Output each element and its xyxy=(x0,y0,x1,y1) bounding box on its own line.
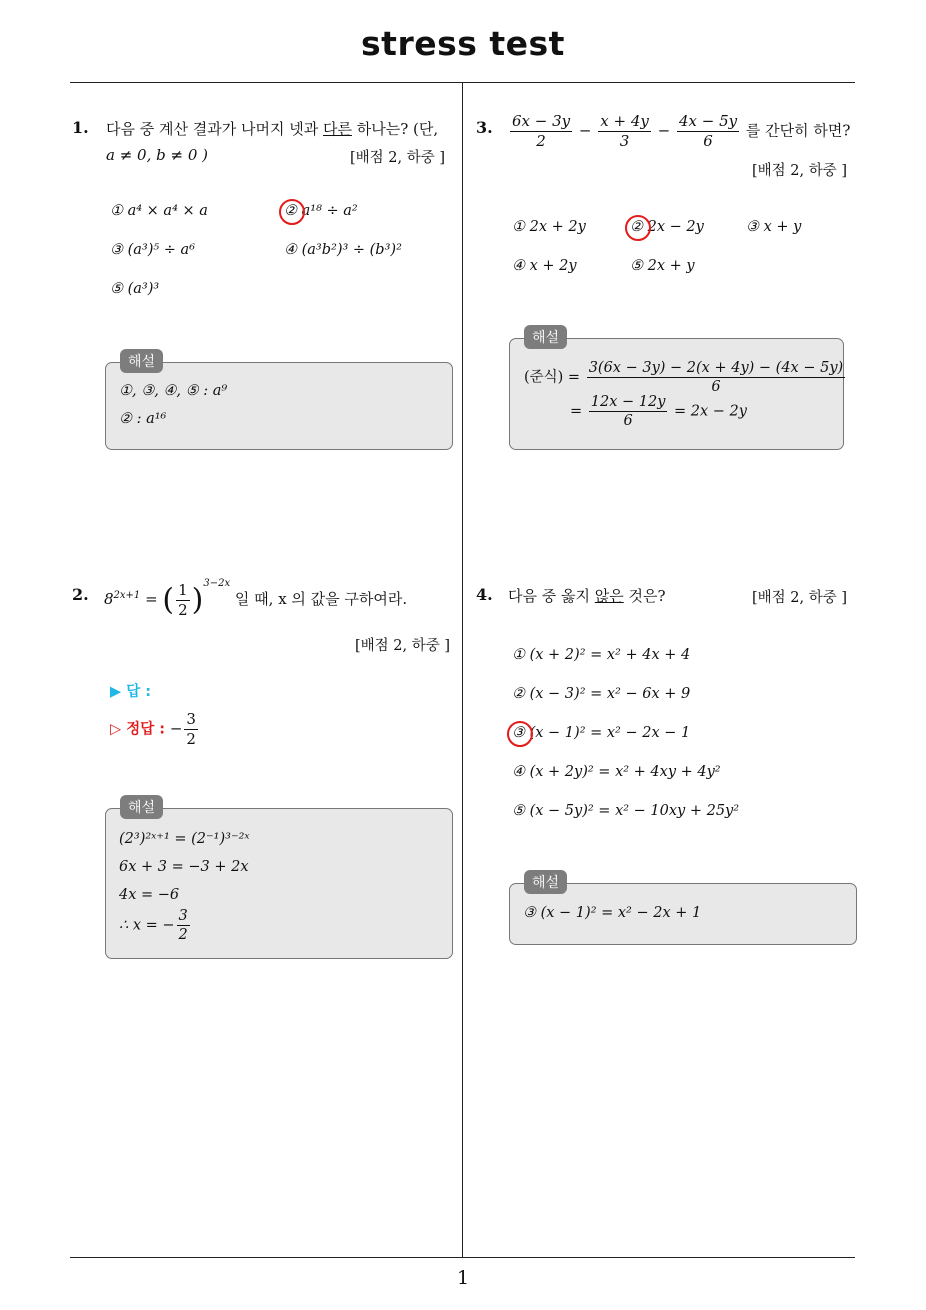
option-1[interactable]: ① a⁴ × a⁴ × a xyxy=(110,203,208,219)
question-number: 2. xyxy=(72,585,89,604)
explanation-tag: 해설 xyxy=(524,325,567,349)
question-text: $8^{2x+1}$ = ( $\frac{1}{2}$ )$^{3-2x}$ 일 때, x 의 값을 구하여라. xyxy=(104,578,408,619)
option-4[interactable]: ④ (x + 2y)² = x² + 4xy + 4y² xyxy=(512,764,721,780)
explanation-line: ③ (x − 1)² = x² − 2x + 1 xyxy=(523,905,702,921)
answer-circle-mark xyxy=(279,199,305,225)
underlined-word: 않은 xyxy=(594,587,624,605)
question-number: 4. xyxy=(476,585,493,604)
option-5[interactable]: ⑤ 2x + y xyxy=(630,258,695,274)
fraction: $\frac{x + 4y}{3}$ xyxy=(600,112,649,150)
explanation-tag: 해설 xyxy=(120,349,163,373)
explanation-tag: 해설 xyxy=(524,870,567,894)
fraction: $\frac{3(6x - 3y) - 2(x + 4y) - (4x - 5y)}{6}$ xyxy=(588,360,844,396)
question-condition: a ≠ 0, b ≠ 0 ) xyxy=(106,146,208,164)
option-5[interactable]: ⑤ (a³)³ xyxy=(110,281,160,297)
question-text: 다음 중 계산 결과가 나머지 넷과 다른 하나는? (단, xyxy=(106,120,439,138)
answer-circle-mark xyxy=(507,721,533,747)
page-number: 1 xyxy=(456,1267,470,1289)
explanation-box xyxy=(105,362,453,450)
score-label: [배점 2, 하중 ] xyxy=(355,638,451,654)
option-1[interactable]: ① 2x + 2y xyxy=(512,219,586,235)
underlined-word: 다른 xyxy=(322,120,352,138)
answer-input-label[interactable]: ▶ 답 : xyxy=(110,684,152,700)
fraction: $\frac{6x - 3y}{2}$ xyxy=(512,112,571,150)
option-4[interactable]: ④ (a³b²)³ ÷ (b³)² xyxy=(284,242,402,258)
question-number: 3. xyxy=(476,118,493,137)
option-2[interactable]: ② a¹⁸ ÷ a² xyxy=(284,203,358,219)
option-3[interactable]: ③ (a³)⁵ ÷ a⁶ xyxy=(110,242,196,258)
explanation-line: (준식) = $\frac{3(6x - 3y) - 2(x + 4y) - (4x - 5y)}{6}$ xyxy=(524,360,844,396)
question-text: $\frac{6x - 3y}{2}$ − $\frac{x + 4y}{3}$ − $\frac{4x - 5y}{6}$ 를 간단히 하면? xyxy=(512,112,851,150)
option-3[interactable]: ③ (x − 1)² = x² − 2x − 1 xyxy=(512,725,691,741)
option-1[interactable]: ① (x + 2)² = x² + 4x + 4 xyxy=(512,647,691,663)
explanation-box xyxy=(509,338,844,450)
explanation-line: = $\frac{12x - 12y}{6}$ = 2x − 2y xyxy=(570,394,747,430)
question-text: 다음 중 옳지 않은 것은? xyxy=(508,587,666,605)
explanation-line: ② : a¹⁶ xyxy=(119,411,167,427)
explanation-line: (2³)²ˣ⁺¹ = (2⁻¹)³⁻²ˣ xyxy=(119,831,250,847)
question-number: 1. xyxy=(72,118,89,137)
fraction: $\frac{1}{2}$ xyxy=(178,580,188,619)
fraction: $\frac{4x - 5y}{6}$ xyxy=(679,112,738,150)
explanation-box xyxy=(105,808,453,959)
score-label: [배점 2, 하중 ] xyxy=(350,150,446,166)
option-2[interactable]: ② 2x − 2y xyxy=(630,219,704,235)
answer-circle-mark xyxy=(625,215,651,241)
column-divider xyxy=(462,83,463,1258)
option-5[interactable]: ⑤ (x − 5y)² = x² − 10xy + 25y² xyxy=(512,803,740,819)
fraction: $\frac{3}{2}$ xyxy=(186,710,196,748)
page-title: stress test xyxy=(361,24,565,63)
fraction: $\frac{3}{2}$ xyxy=(178,908,188,944)
explanation-line: ∴ x = − $\frac{3}{2}$ xyxy=(119,908,188,944)
footer-rule xyxy=(70,1257,855,1258)
option-3[interactable]: ③ x + y xyxy=(746,219,802,235)
correct-answer: ▷ 정답 : − $\frac{3}{2}$ xyxy=(110,710,196,748)
score-label: [배점 2, 하중 ] xyxy=(752,163,848,179)
fraction: $\frac{12x - 12y}{6}$ xyxy=(590,394,666,430)
explanation-line: 4x = −6 xyxy=(119,887,180,903)
score-label: [배점 2, 하중 ] xyxy=(752,590,848,606)
explanation-line: ①, ③, ④, ⑤ : a⁹ xyxy=(119,383,228,399)
explanation-tag: 해설 xyxy=(120,795,163,819)
option-2[interactable]: ② (x − 3)² = x² − 6x + 9 xyxy=(512,686,691,702)
explanation-line: 6x + 3 = −3 + 2x xyxy=(119,859,249,875)
option-4[interactable]: ④ x + 2y xyxy=(512,258,577,274)
